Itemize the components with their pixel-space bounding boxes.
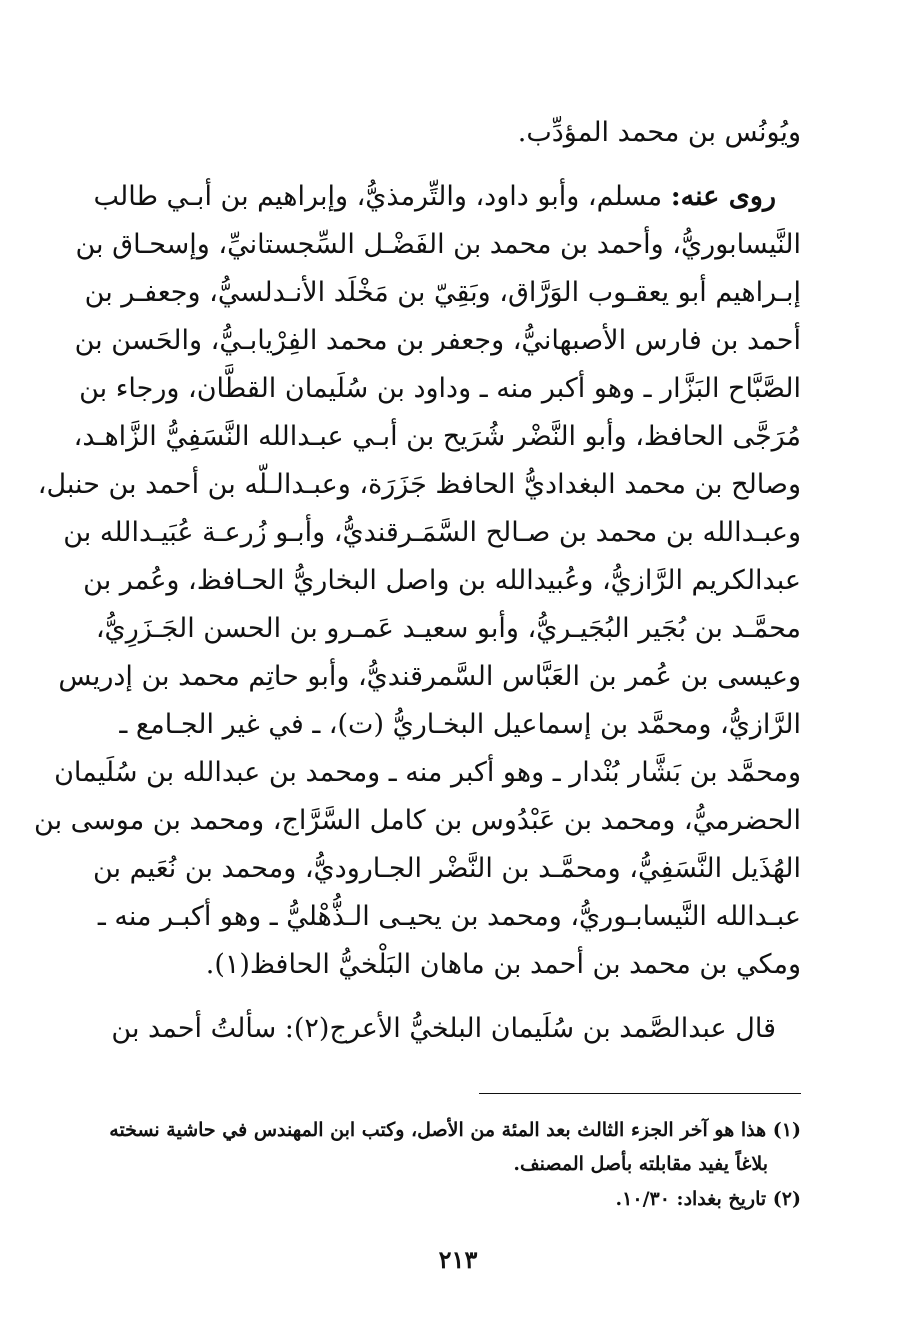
body-line-5: أحمد بن فارس الأصبهانيُّ، وجعفر بن محمد الفِرْيابـيُّ، والحَسن بن xyxy=(74,325,801,356)
footnote-2-line1: تاريخ بغداد: ١٠/٣٠. xyxy=(615,1188,767,1210)
rawa-label: روى عنه: xyxy=(670,181,776,212)
body-line-17: عبـدالله النَّيسابـوريُّ، ومحمد بن يحيـى الـذُّهْليُّ ـ وهو أكبـر منه ـ xyxy=(97,901,801,932)
footnote-1-line1: هذا هو آخر الجزء الثالث بعد المئة من الأصل، وكتب ابن المهندس في حاشية نسخته xyxy=(109,1119,767,1141)
body-line-2 xyxy=(93,180,776,220)
body-line-1: ويُونُس بن محمد المؤدِّب. xyxy=(517,117,801,148)
footnote-2 xyxy=(132,1186,801,1212)
body-line-2-text: مسلم، وأبو داود، والتِّرمذيُّ، وإبراهيم بن أبـي طالب xyxy=(93,181,663,212)
page-number: ٢١٣ xyxy=(438,1245,478,1274)
body-line-19: قال عبدالصَّمد بن سُلَيمان البلخيُّ الأعرج(٢): سألتُ أحمد بن xyxy=(111,1013,776,1044)
body-line-10: عبدالكريم الرَّازيُّ، وعُبيدالله بن واصل البخاريُّ الحـافظ، وعُمر بن xyxy=(83,565,801,596)
body-line-6: الصَّبَّاح البَزَّار ـ وهو أكبر منه ـ وداود بن سُلَيمان القطَّان، ورجاء بن xyxy=(79,373,801,404)
footnote-2-marker: (٢) xyxy=(772,1188,801,1210)
body-line-16: الهُذَيل النَّسَفِيُّ، ومحمَّـد بن النَّضْر الجـاروديُّ، ومحمد بن نُعَيم بن xyxy=(92,853,801,884)
body-line-13: الرَّازيُّ، ومحمَّد بن إسماعيل البخـاريُّ (ت)، ـ في غير الجـامع ـ xyxy=(119,709,801,740)
body-line-11: محمَّـد بن بُجَير البُجَيـريُّ، وأبو سعيـد عَمـرو بن الحسن الجَـزَرِيُّ، xyxy=(95,613,801,644)
footnote-1-marker: (١) xyxy=(772,1119,801,1141)
body-line-8: وصالح بن محمد البغداديُّ الحافظ جَزَرَة، وعبـدالـلّه بن أحمد بن حنبل، xyxy=(37,469,801,500)
body-line-7: مُرَجَّى الحافظ، وأبو النَّضْر شُرَيح بن أبـي عبـدالله النَّسَفِيُّ الزَّاهـد، xyxy=(73,421,801,452)
footnote-separator xyxy=(479,1093,801,1094)
body-line-15: الحضرميُّ، ومحمد بن عَبْدُوس بن كامل السَّرَّاج، ومحمد بن موسى بن xyxy=(34,805,801,836)
footnote-1 xyxy=(109,1117,801,1143)
body-line-18: ومكي بن محمد بن أحمد بن ماهان البَلْخيُّ الحافظ(١). xyxy=(205,949,801,980)
body-line-3: النَّيسابوريُّ، وأحمد بن محمد بن الفَضْـل السِّجستانيِّ، وإسحـاق بن xyxy=(75,229,801,260)
body-line-12: وعيسى بن عُمر بن العَبَّاس السَّمرقنديُّ، وأبو حاتِم محمد بن إدريس xyxy=(58,661,801,692)
body-line-4: إبـراهيم أبو يعقـوب الوَرَّاق، وبَقِيّ بن مَخْلَد الأنـدلسيُّ، وجعفـر بن xyxy=(84,277,801,308)
body-line-9: وعبـدالله بن محمد بن صـالح السَّمَـرقنديُّ، وأبـو زُرعـة عُبَيـدالله بن xyxy=(63,517,801,548)
footnote-1-line2: بلاغاً يفيد مقابلته بأصل المصنف. xyxy=(513,1153,768,1175)
body-line-14: ومحمَّد بن بَشَّار بُنْدار ـ وهو أكبر منه ـ ومحمد بن عبدالله بن سُلَيمان xyxy=(54,757,801,788)
